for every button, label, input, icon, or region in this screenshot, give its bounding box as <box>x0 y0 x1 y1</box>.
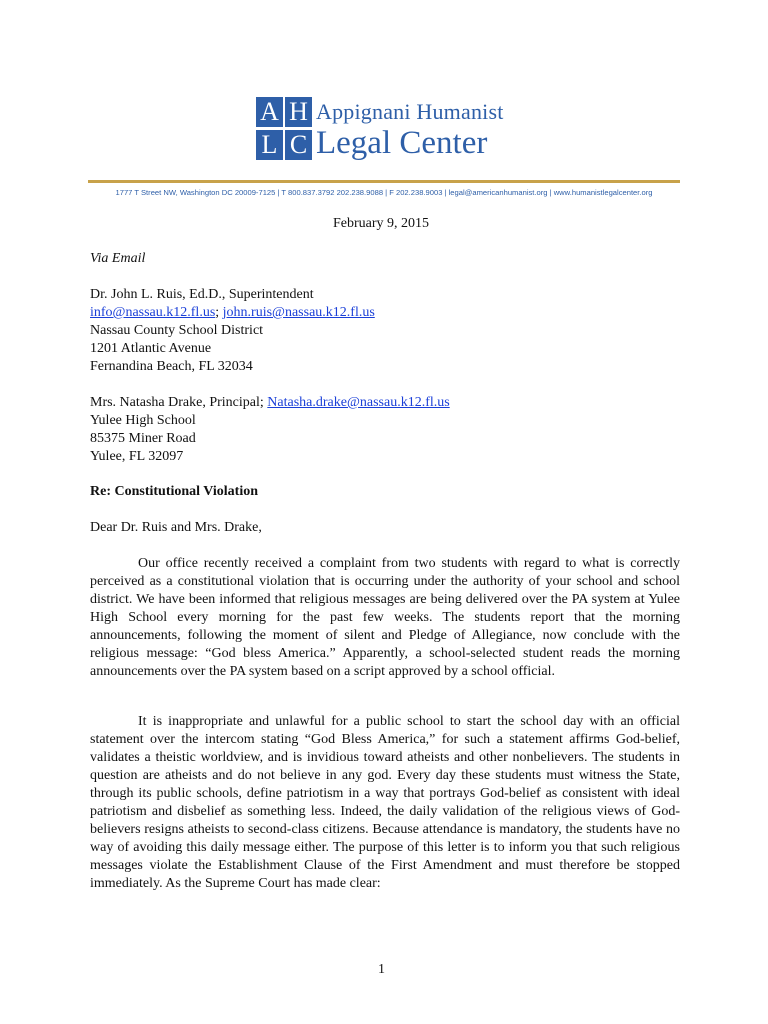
recipient2-name: Mrs. Natasha Drake, Principal; <box>90 395 264 410</box>
recipient2-name-line <box>90 394 450 412</box>
recipient2-email-link[interactable]: Natasha.drake@nassau.k12.fl.us <box>267 395 450 410</box>
recipient1-name: Dr. John L. Ruis, Ed.D., Superintendent <box>90 287 314 302</box>
recipient1-org: Nassau County School District <box>90 323 264 338</box>
recipient1-city: Fernandina Beach, FL 32034 <box>90 359 253 374</box>
letter-date: February 9, 2015 <box>333 216 430 231</box>
letterhead-contact-info: 1777 T Street NW, Washington DC 20009-7125 | T 800.837.3792 202.238.9088 | F 202.238.9003 | legal@americanhumanist.org | www.humanistlegalcenter.org <box>115 188 653 197</box>
body-paragraph-1 <box>90 555 680 681</box>
page-number: 1 <box>378 962 385 977</box>
logo-letter-l: L <box>256 130 283 160</box>
body-paragraph-2 <box>90 713 680 893</box>
recipient2-org: Yulee High School <box>90 413 196 428</box>
recipient2-city: Yulee, FL 32097 <box>90 449 184 464</box>
recipient2-street: 85375 Miner Road <box>90 431 196 446</box>
recipient1-street: 1201 Atlantic Avenue <box>90 341 212 356</box>
organization-logo <box>256 97 516 161</box>
paragraph-text: It is inappropriate and unlawful for a public school to start the school day with an official statement over the intercom stating “God Bless America,” for such a statement affirms God-belief, validates a theistic worldview, and is invidious toward atheists and other nonbelievers. The students in question are atheists and do not believe in any god. Every day these students must witness the State, through its public schools, define patriotism in a way that portrays God-belief as consistent with ideal patriotism and disbelief as something less. Indeed, the daily validation of the religious views of God-believers resigns atheists to second-class citizens. Because attendance is mandatory, the students have no way of avoiding this daily message either. The purpose of this letter is to inform you that such religious messages violate the Establishment Clause of the First Amendment and must therefore be stopped immediately. As the Supreme Court has made clear: <box>90 714 680 891</box>
recipient1-emails <box>90 304 375 322</box>
letter-subject: Re: Constitutional Violation <box>90 484 259 499</box>
recipient1-email-info-link[interactable]: info@nassau.k12.fl.us <box>90 305 216 320</box>
logo-letter-a: A <box>256 97 283 127</box>
organization-name-line2: Legal Center <box>316 125 488 161</box>
delivery-method: Via Email <box>90 251 146 266</box>
logo-letter-c: C <box>285 130 312 160</box>
letterhead-divider <box>88 180 680 183</box>
email-separator: ; <box>215 305 220 320</box>
logo-letter-h: H <box>285 97 312 127</box>
salutation: Dear Dr. Ruis and Mrs. Drake, <box>90 520 262 535</box>
paragraph-text: Our office recently received a complaint from two students with regard to what is correctly perceived as a constitutional violation that is occurring under the authority of your school and school district. We have been informed that religious messages are being delivered over the PA system at Yulee High School every morning for the past few weeks. The students report that the morning announcements, following the moment of silent and Pledge of Allegiance, now conclude with the religious message: “God bless America.” Apparently, a school-selected student reads the morning announcements over the PA system based on a script approved by a school official. <box>90 556 680 679</box>
logo-monogram <box>256 97 312 161</box>
recipient1-email-personal-link[interactable]: john.ruis@nassau.k12.fl.us <box>222 305 375 320</box>
organization-name-line1: Appignani Humanist <box>316 99 504 124</box>
